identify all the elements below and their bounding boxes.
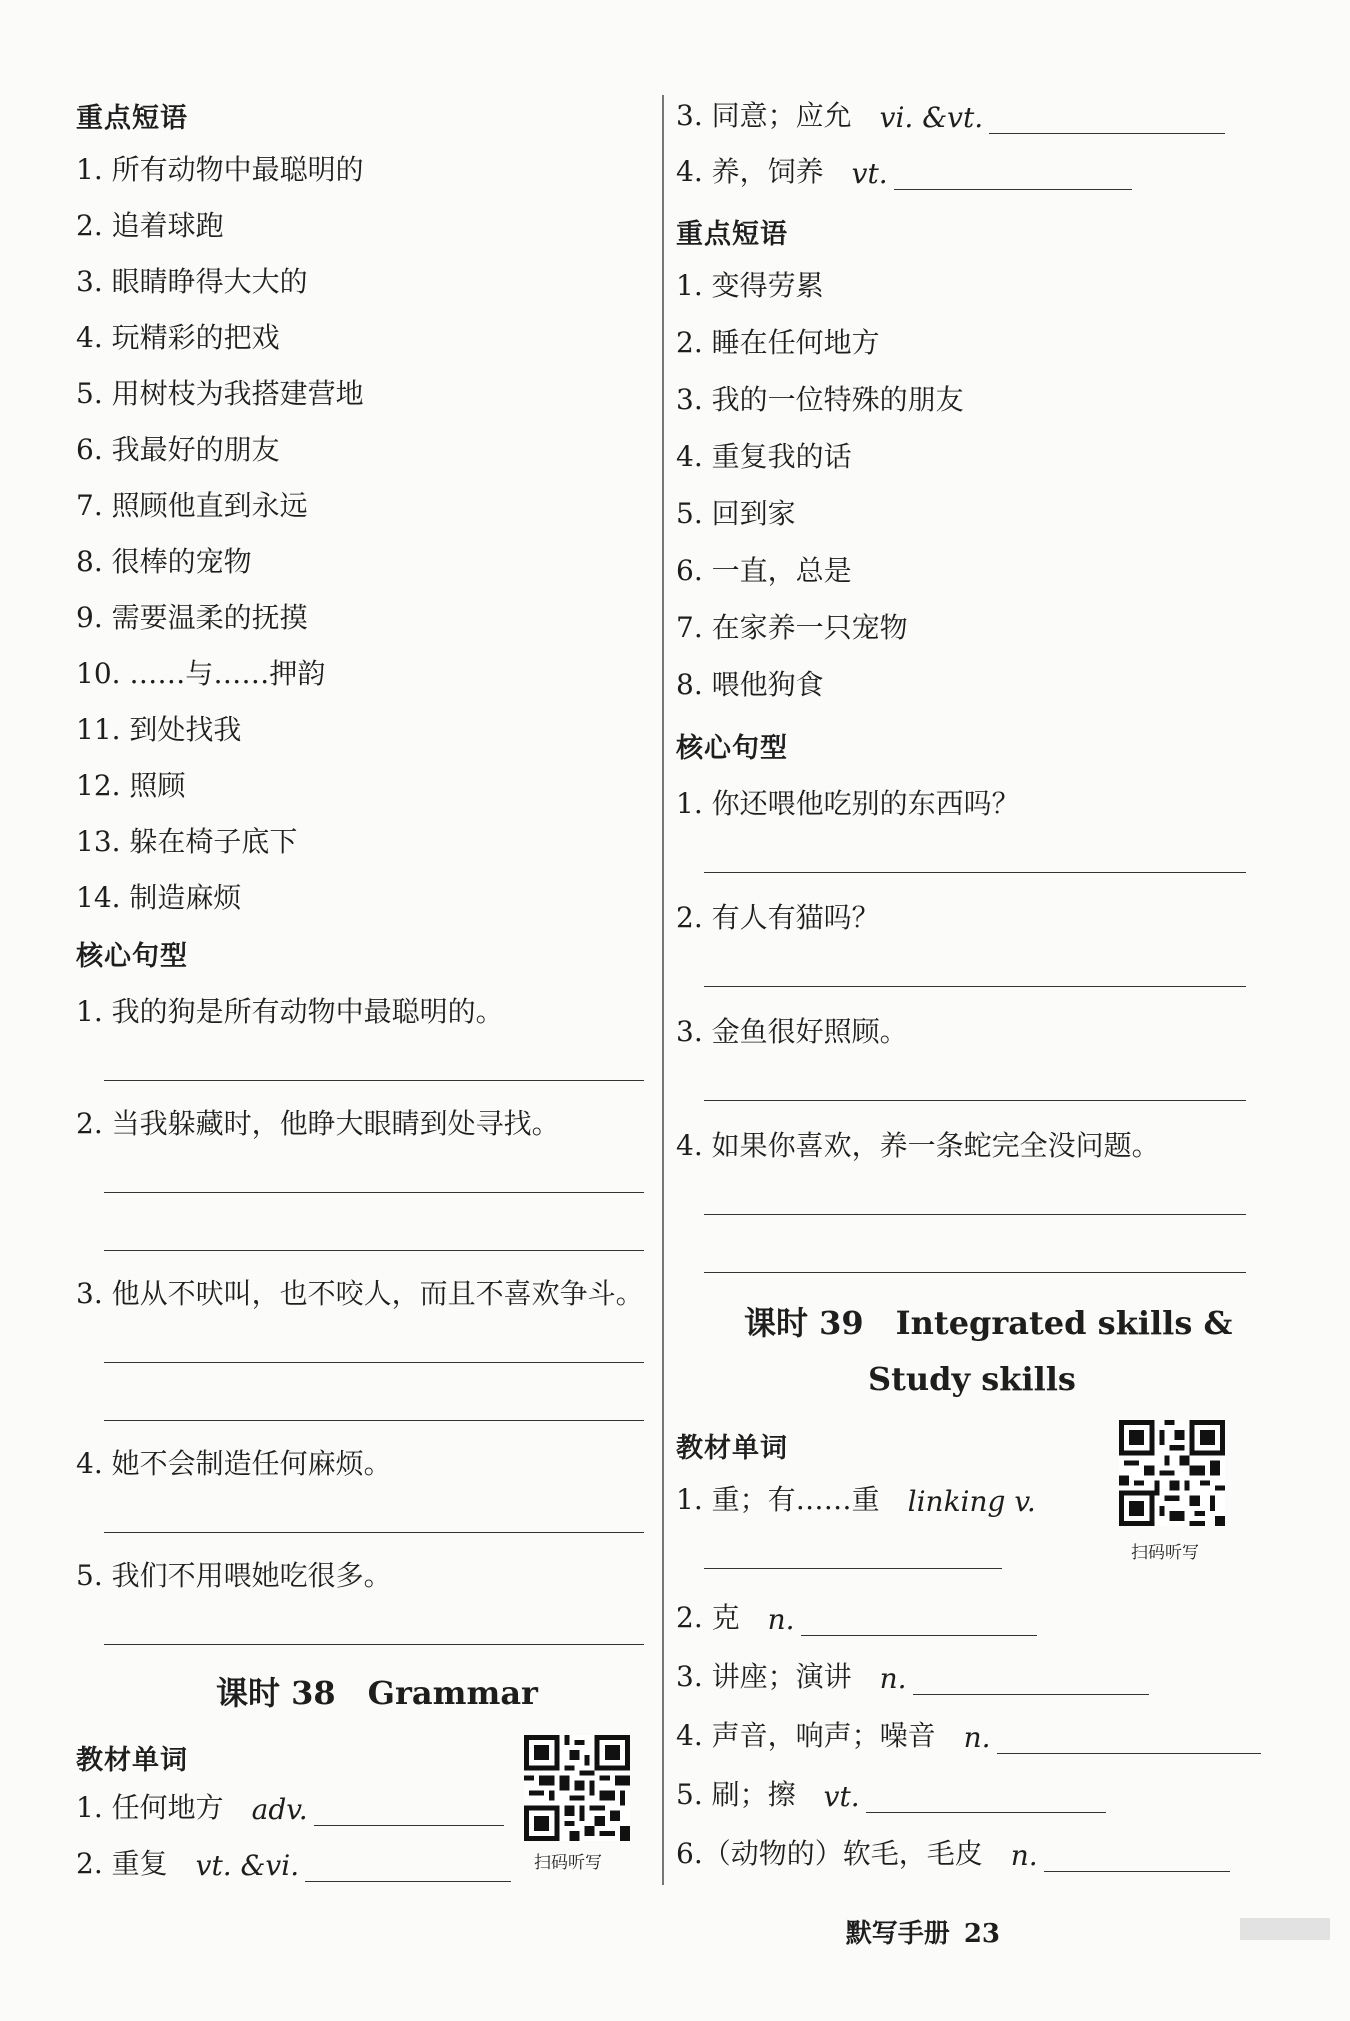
word-row: 5. 刷；擦 vt. [676,1773,1106,1813]
phrase-row: 5. 回到家 [676,497,796,530]
page-footer [846,1913,1000,1950]
phrases-heading: 重点短语 [76,103,188,134]
phrase-row: 13. 躲在椅子底下 [76,825,298,858]
answer-line[interactable] [704,1272,1246,1273]
answer-line[interactable] [104,1250,644,1251]
sentence-prompt: 4. 她不会制造任何麻烦。 [76,1447,392,1480]
word-row: 3. 讲座；演讲 n. [676,1655,1149,1695]
answer-line[interactable] [704,1214,1246,1215]
word-row: 6.（动物的）软毛，毛皮 n. [676,1832,1230,1872]
sentence-prompt: 4. 如果你喜欢，养一条蛇完全没问题。 [676,1129,1160,1162]
answer-blank[interactable] [314,1795,504,1826]
column-divider [662,95,664,1885]
answer-line[interactable] [704,872,1246,873]
phrase-row: 1. 变得劳累 [676,269,824,302]
answer-line[interactable] [104,1362,644,1363]
qr-caption: 扫码听写 [1131,1543,1199,1563]
phrase-row: 8. 喂他狗食 [676,668,824,701]
phrase-row: 12. 照顾 [76,769,186,802]
phrase-row: 7. 照顾他直到永远 [76,489,308,522]
book-title: 默写手册 [845,1919,950,1949]
answer-line[interactable] [104,1420,644,1421]
phrase-row: 3. 眼睛睁得大大的 [76,265,308,298]
answer-line[interactable] [704,986,1246,987]
lesson-title-continued: Study skills [868,1360,1076,1398]
answer-blank[interactable] [894,159,1132,190]
lesson-title: 课时 39 Integrated skills & [744,1304,1233,1342]
answer-blank[interactable] [989,103,1225,134]
answer-line[interactable] [104,1192,644,1193]
answer-blank[interactable] [866,1782,1106,1813]
word-row: 4. 声音，响声；噪音 n. [676,1714,1261,1754]
word-row: 2. 克 n. [676,1596,1037,1636]
sentence-prompt: 3. 金鱼很好照顾。 [676,1015,908,1048]
answer-blank[interactable] [913,1664,1149,1695]
words-heading: 教材单词 [76,1745,188,1776]
word-row: 1. 重；有……重 linking v. [676,1483,1036,1518]
sentences-heading: 核心句型 [76,941,188,972]
answer-blank[interactable] [305,1851,511,1882]
phrase-row: 8. 很棒的宠物 [76,545,252,578]
footer-decoration [1240,1918,1330,1940]
phrase-row: 6. 我最好的朋友 [76,433,280,466]
phrase-row: 4. 玩精彩的把戏 [76,321,280,354]
phrase-row: 11. 到处找我 [76,713,242,746]
word-row: 1. 任何地方 adv. [76,1786,504,1826]
answer-line[interactable] [104,1644,644,1645]
phrase-row: 14. 制造麻烦 [76,881,242,914]
phrases-heading: 重点短语 [676,219,788,250]
answer-blank[interactable] [801,1605,1037,1636]
phrase-row: 5. 用树枝为我搭建营地 [76,377,364,410]
sentence-prompt: 1. 你还喂他吃别的东西吗？ [676,787,1020,820]
phrase-row: 7. 在家养一只宠物 [676,611,908,644]
phrase-row: 2. 睡在任何地方 [676,326,880,359]
word-row: 3. 同意；应允 vi. &vt. [676,94,1225,134]
phrase-row: 6. 一直，总是 [676,554,852,587]
page-number: 23 [963,1919,1000,1949]
words-heading: 教材单词 [676,1433,788,1464]
answer-line[interactable] [104,1532,644,1533]
phrase-row: 9. 需要温柔的抚摸 [76,601,308,634]
phrase-row: 10. ……与……押韵 [76,657,326,690]
phrase-row: 3. 我的一位特殊的朋友 [676,383,964,416]
qr-code-icon[interactable] [524,1735,630,1841]
phrase-row: 2. 追着球跑 [76,209,224,242]
qr-code-icon[interactable] [1119,1420,1225,1526]
sentence-prompt: 2. 有人有猫吗？ [676,901,880,934]
word-row: 2. 重复 vt. &vi. [76,1842,511,1882]
sentence-prompt: 2. 当我躲藏时，他睁大眼睛到处寻找。 [76,1107,560,1140]
answer-blank[interactable] [997,1723,1261,1754]
phrase-row: 1. 所有动物中最聪明的 [76,153,364,186]
sentence-prompt: 1. 我的狗是所有动物中最聪明的。 [76,995,504,1028]
answer-line[interactable] [704,1568,1002,1569]
lesson-title: 课时 38 Grammar [216,1674,538,1712]
answer-blank[interactable] [1044,1841,1230,1872]
answer-line[interactable] [104,1080,644,1081]
answer-line[interactable] [704,1100,1246,1101]
qr-caption: 扫码听写 [534,1853,602,1873]
sentences-heading: 核心句型 [676,733,788,764]
sentence-prompt: 3. 他从不吠叫，也不咬人，而且不喜欢争斗。 [76,1277,644,1310]
word-row: 4. 养，饲养 vt. [676,150,1132,190]
sentence-prompt: 5. 我们不用喂她吃很多。 [76,1559,392,1592]
phrase-row: 4. 重复我的话 [676,440,852,473]
